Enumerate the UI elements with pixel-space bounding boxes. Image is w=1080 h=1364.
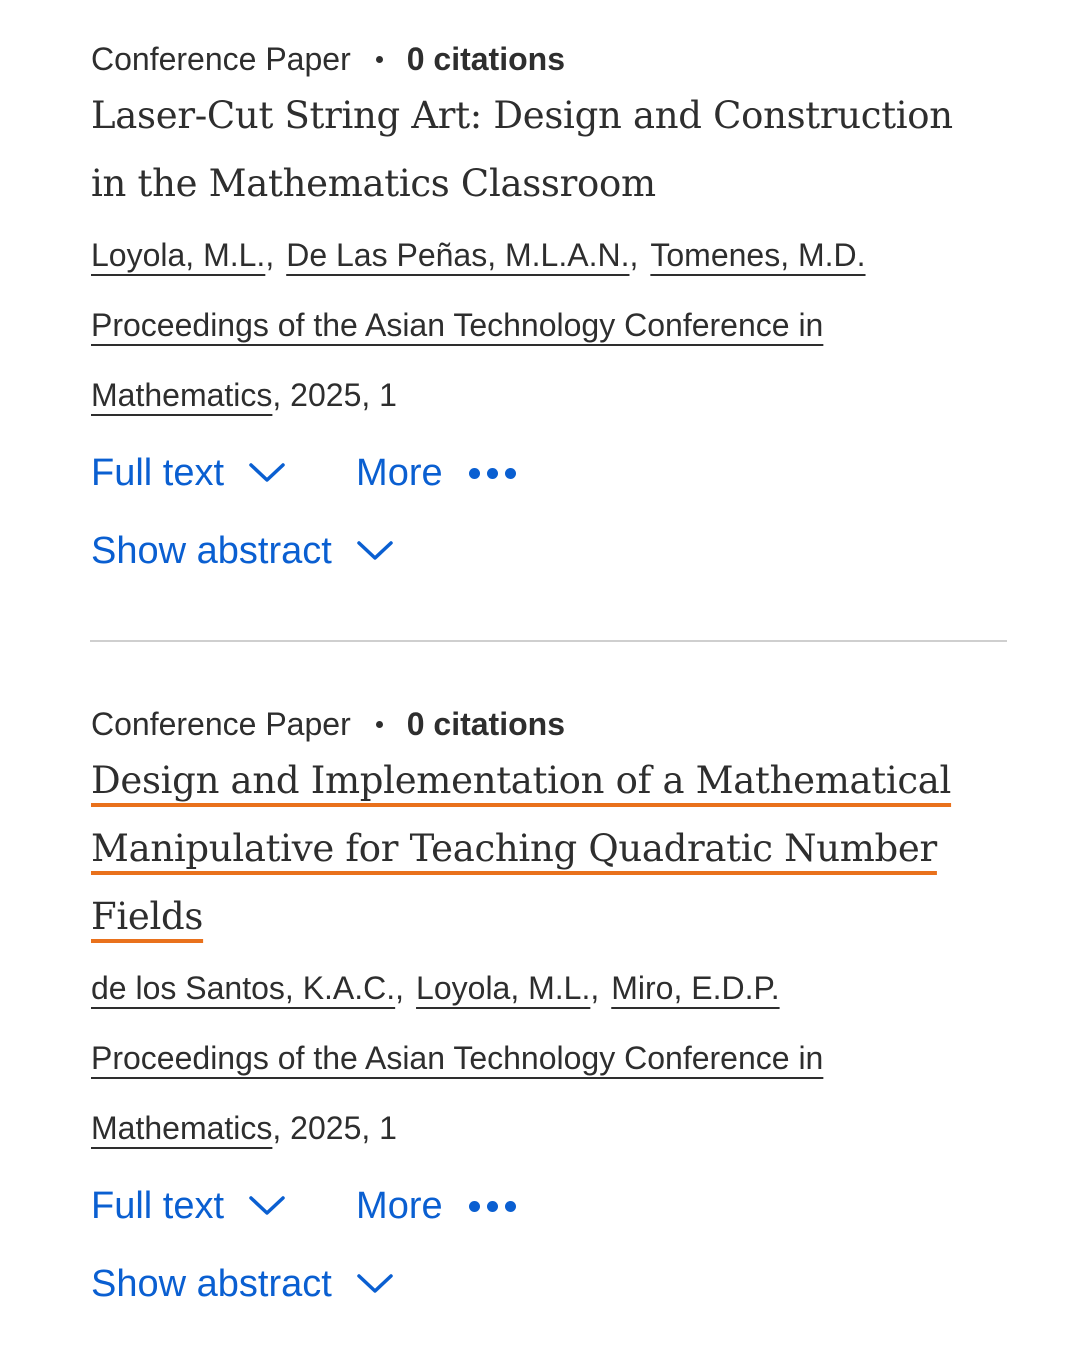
search-results-list [91,0,1007,1305]
more-button[interactable] [356,1167,516,1245]
author-link[interactable]: Loyola, M.L. [91,237,266,273]
source-year-volume: , 2025, 1 [272,377,397,413]
chevron-down-icon [356,1273,394,1295]
show-abstract-label: Show abstract [91,530,332,572]
author-link[interactable]: Tomenes, M.D. [650,237,866,273]
dot-separator-icon [376,721,383,728]
citation-count: 0 citations [406,706,565,742]
result-actions [91,1167,1007,1245]
full-text-label: Full text [91,452,225,494]
source-info [91,1023,951,1163]
ellipsis-icon [469,1201,516,1212]
author-link[interactable]: Loyola, M.L. [416,970,591,1006]
chevron-down-icon [248,1195,286,1217]
source-year-volume: , 2025, 1 [272,1110,397,1146]
result-item [91,0,1007,1323]
show-abstract-label: Show abstract [91,1263,332,1305]
author-list: Loyola, M.L., De Las Peñas, M.L.A.N., Tomenes, M.D. [91,237,866,273]
document-type: Conference Paper [91,706,351,742]
more-label: More [356,1185,443,1227]
author-link[interactable]: Miro, E.D.P. [611,970,780,1006]
result-meta [91,703,1007,745]
document-type: Conference Paper [91,41,351,77]
result-title-link[interactable]: Design and Implementation of a Mathematical Manipulative for Teaching Quadratic Number Fields [91,759,952,938]
more-label: More [356,452,443,494]
full-text-button[interactable] [91,1167,286,1245]
abstract-row [91,1245,1007,1323]
source-title-link[interactable]: Proceedings of the Asian Technology Conference in Mathematics [91,1040,824,1146]
result-divider [90,640,1007,642]
author-link[interactable]: de los Santos, K.A.C. [91,970,396,1006]
show-abstract-button[interactable] [91,1245,394,1323]
citation-count: 0 citations [406,41,565,77]
source-title-link[interactable]: Proceedings of the Asian Technology Conference in Mathematics [91,307,824,413]
author-link[interactable]: De Las Peñas, M.L.A.N. [286,237,630,273]
result-title[interactable]: Laser-Cut String Art: Design and Construction in the Mathematics Classroom [91,94,953,205]
author-list: de los Santos, K.A.C., Loyola, M.L., Miro, E.D.P. [91,970,780,1006]
full-text-label: Full text [91,1185,225,1227]
